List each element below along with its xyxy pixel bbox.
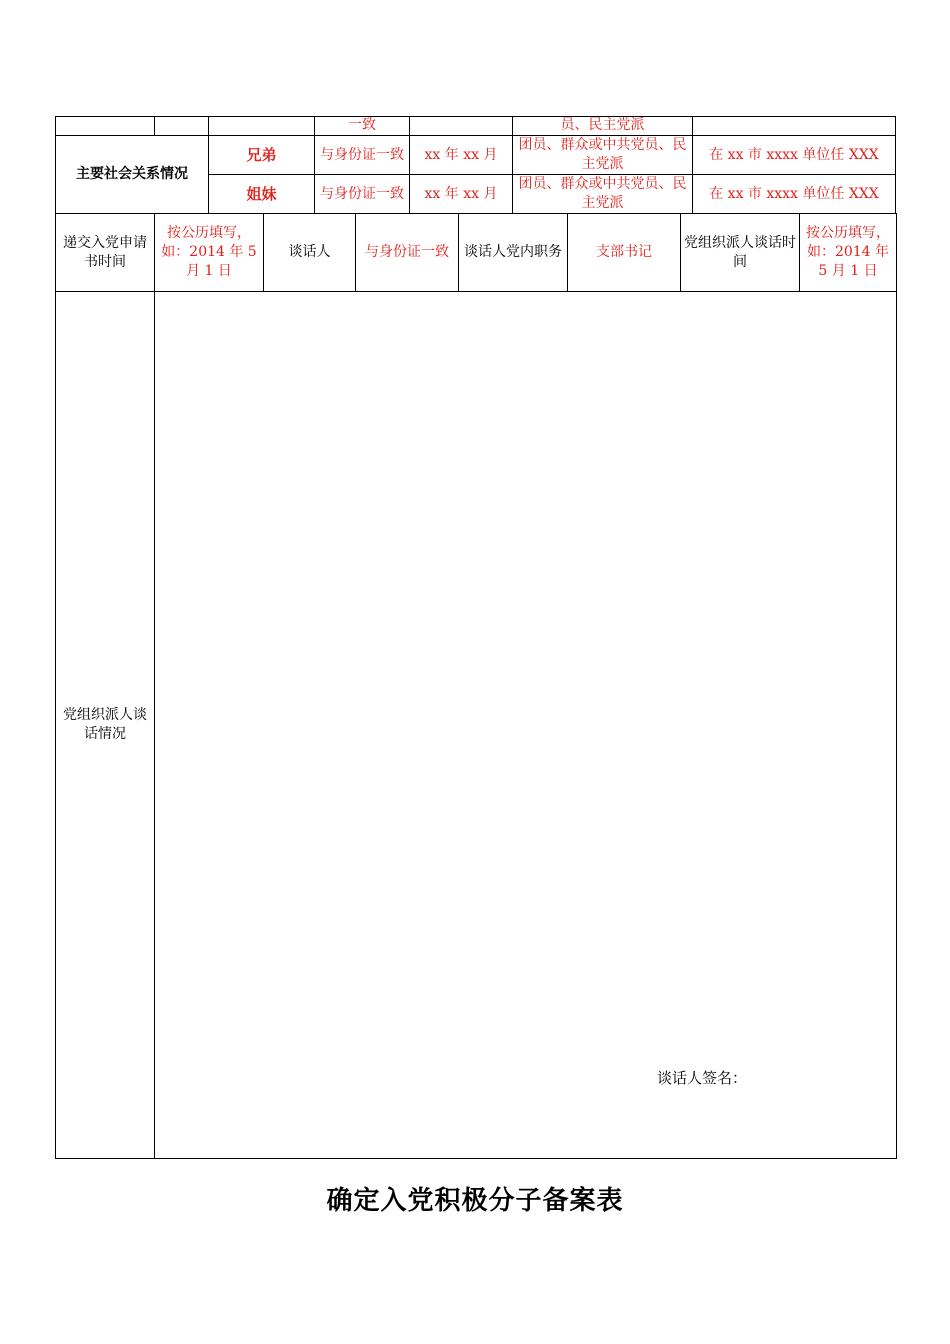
- talker-position-label: 谈话人党内职务: [459, 214, 568, 292]
- signature-label: 谈话人签名：: [657, 1069, 748, 1087]
- social-relations-label: 主要社会关系情况: [56, 136, 209, 214]
- talk-info-table: [55, 213, 897, 292]
- signature-area: [155, 292, 896, 1158]
- talk-situation-table: [55, 291, 897, 1159]
- form-title: 确定入党积极分子备案表: [326, 1186, 624, 1216]
- relation-type: 姐妹: [209, 175, 315, 214]
- relation-birth: xx 年 xx 月: [410, 175, 513, 214]
- talker-value: 与身份证一致: [356, 214, 459, 292]
- social-relations-table: [55, 116, 896, 214]
- partial-cell-empty-4: [410, 117, 513, 136]
- partial-cell-empty-1: [56, 117, 155, 136]
- talk-info-row: [56, 214, 897, 292]
- relation-id-note: 与身份证一致: [315, 136, 410, 175]
- partial-cell-empty-2: [155, 117, 209, 136]
- partial-political: 员、民主党派: [513, 117, 693, 136]
- partial-cell-empty-3: [209, 117, 315, 136]
- application-time-value: 按公历填写，如：2014 年 5 月 1 日: [155, 214, 264, 292]
- talker-position-value: 支部书记: [568, 214, 681, 292]
- talk-time-value: 按公历填写，如：2014 年 5 月 1 日: [800, 214, 897, 292]
- application-time-label: 递交入党申请书时间: [56, 214, 155, 292]
- talker-label: 谈话人: [264, 214, 356, 292]
- talk-time-label: 党组织派人谈话时间: [681, 214, 800, 292]
- relation-row: [56, 136, 896, 175]
- relation-political: 团员、群众或中共党员、民主党派: [513, 136, 693, 175]
- relations-partial-row: [56, 117, 896, 136]
- partial-cell-empty-5: [693, 117, 896, 136]
- relation-type: 兄弟: [209, 136, 315, 175]
- relation-political: 团员、群众或中共党员、民主党派: [513, 175, 693, 214]
- relation-work: 在 xx 市 xxxx 单位任 XXX: [693, 136, 896, 175]
- relation-work: 在 xx 市 xxxx 单位任 XXX: [693, 175, 896, 214]
- talk-situation-content: [155, 292, 897, 1159]
- talk-situation-label: 党组织派人谈话情况: [56, 292, 155, 1159]
- partial-id-note: 一致: [315, 117, 410, 136]
- relation-id-note: 与身份证一致: [315, 175, 410, 214]
- relation-birth: xx 年 xx 月: [410, 136, 513, 175]
- talk-situation-row: [56, 292, 897, 1159]
